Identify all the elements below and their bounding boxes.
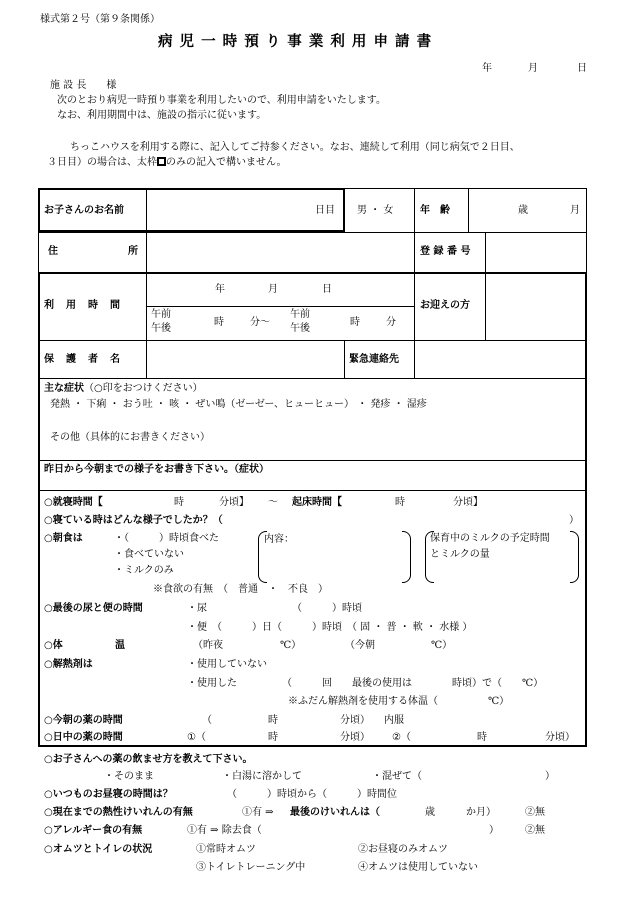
wake-min-unit: 分頃】 xyxy=(453,497,483,508)
start-am[interactable]: 午前 xyxy=(151,309,171,320)
bedtime-hour-unit: 時 xyxy=(174,497,184,508)
date-month-label: 月 xyxy=(528,63,538,74)
diaper-option-4[interactable]: ④オムツは使用していない xyxy=(358,862,478,873)
urine-label: ・尿 xyxy=(187,603,207,614)
medicine-day-hour2: 時 xyxy=(477,732,487,743)
usage-year-unit: 年 xyxy=(215,284,225,295)
start-hour-unit: 時 xyxy=(214,317,224,328)
milk-plan-line-2: とミルクの量 xyxy=(430,549,490,560)
addressee: 施 設 長 様 xyxy=(50,80,117,91)
diaper-option-3[interactable]: ③トイレトレーニング中 xyxy=(196,862,306,873)
febrile-label: ○現在までの熱性けいれんの有無 xyxy=(44,807,193,818)
allergy-no[interactable]: ②無 xyxy=(525,825,545,836)
pickup-label: お迎えの方 xyxy=(420,300,470,311)
diaper-option-1[interactable]: ①常時オムツ xyxy=(196,844,256,855)
end-pm[interactable]: 午後 xyxy=(290,323,310,334)
wake-hour-unit: 時 xyxy=(395,497,405,508)
condition-heading: 昨日から今朝までの様子をお書き下さい。（症状） xyxy=(44,464,269,475)
antipyretic-not-used[interactable]: ・使用していない xyxy=(187,659,267,670)
medicine-morning-label: ○今朝の薬の時間 xyxy=(44,715,123,726)
medicine-morning-open: （ xyxy=(202,715,212,726)
diaper-option-2[interactable]: ②お昼寝のみオムツ xyxy=(358,844,448,855)
temperature-label-1: ○体 xyxy=(44,640,63,651)
end-hour-unit: 時 xyxy=(350,317,360,328)
allergy-label: ○アレルギー食の有無 xyxy=(44,825,143,836)
age-label: 年 齢 xyxy=(420,205,450,216)
day-marker: 日目 xyxy=(315,205,335,216)
bedtime-label: ○就寝時間【 xyxy=(44,497,103,508)
age-years-unit: 歳 xyxy=(518,205,528,216)
child-name-label: お子さんのお名前 xyxy=(44,205,124,216)
temperature-this-morning: （今朝 xyxy=(345,640,375,651)
medicine-morning-hour: 時 xyxy=(268,715,278,726)
breakfast-contents-label: 内容： xyxy=(264,534,294,545)
start-min-unit: 分〜 xyxy=(250,317,270,328)
allergy-close: ） xyxy=(489,825,499,836)
medicine-day-min2: 分頃） xyxy=(545,732,575,743)
temperature-last-night: （昨夜 xyxy=(193,640,223,651)
medicine-day-min1: 分頃） xyxy=(340,732,370,743)
start-pm[interactable]: 午後 xyxy=(151,323,171,334)
febrile-months: か月） xyxy=(466,807,496,818)
note-line-2a: ３日目）の場合は、太枠 xyxy=(47,157,157,168)
urine-time: （ ）時頃 xyxy=(292,603,362,614)
date-year-label: 年 xyxy=(482,63,492,74)
intro-line-1: 次のとおり病児一時預り事業を利用したいので、利用申請をいたします。 xyxy=(57,95,386,106)
febrile-yes[interactable]: ①有 ⇒ xyxy=(242,807,274,818)
how-to-give-as-is[interactable]: ・そのまま xyxy=(104,771,154,782)
thick-frame-main xyxy=(38,272,587,747)
end-am[interactable]: 午前 xyxy=(290,309,310,320)
breakfast-option-milk-only[interactable]: ・ミルクのみ xyxy=(114,565,174,576)
symptoms-other: その他（具体的にお書きください） xyxy=(50,432,210,443)
wake-label: 起床時間【 xyxy=(292,497,342,508)
medicine-day-n1: ①（ xyxy=(187,732,206,743)
appetite-line[interactable]: ※食欲の有無 （ 普通 ・ 不良 ） xyxy=(153,584,328,595)
medicine-day-n2: ②（ xyxy=(392,732,411,743)
milk-plan-line-1: 保育中のミルクの予定時間 xyxy=(430,533,550,544)
febrile-no[interactable]: ②無 xyxy=(525,807,545,818)
guardian-label: 保 護 者 名 xyxy=(44,354,121,365)
symptoms-title: 主な症状 xyxy=(44,383,84,394)
nap-time: （ ）時頃から（ ）時間位 xyxy=(227,789,397,800)
sleep-tilde: 〜 xyxy=(268,497,278,508)
note-line-1: ちっこハウスを利用する際に、記入してご持参ください。なお、連続して利用（同じ病気で２日目、 xyxy=(70,142,520,153)
intro-line-2: なお、利用期間中は、施設の指示に従います。 xyxy=(57,110,267,121)
symptoms-list[interactable]: 発熱 ・ 下痢 ・ おう吐 ・ 咳 ・ ぜい鳴（ゼーゼー、ヒューヒュー） ・ 発疹 ・ 湿疹 xyxy=(50,399,427,410)
form-number: 様式第２号（第９条関係） xyxy=(40,14,160,25)
stool-line[interactable]: ・便 （ ）日（ ）時頃 （ 固 ・ 普 ・ 軟 ・ 水様 ） xyxy=(187,622,473,633)
note-line-2 xyxy=(47,157,287,169)
registration-label: 登 録 番 号 xyxy=(420,246,471,257)
breakfast-option-not-eaten[interactable]: ・食べていない xyxy=(114,549,184,560)
age-months-unit: 月 xyxy=(570,205,580,216)
address-label-1: 住 xyxy=(48,246,58,257)
sleeping-state-label: ○寝ている時はどんな様子でしたか？（ xyxy=(44,515,223,526)
diaper-label: ○オムツとトイレの状況 xyxy=(44,844,153,855)
note-line-2b: のみの記入で構いません。 xyxy=(166,157,287,168)
how-to-give-dissolve[interactable]: ・白湯に溶かして xyxy=(222,771,302,782)
febrile-age: 歳 xyxy=(425,807,435,818)
address-label-2: 所 xyxy=(128,246,138,257)
gender-options[interactable]: 男 ・ 女 xyxy=(357,205,394,216)
symptoms-heading xyxy=(44,383,203,395)
excretion-label: ○最後の尿と便の時間 xyxy=(44,603,143,614)
sleeping-state-close: ） xyxy=(569,515,579,526)
temperature-last-night-unit: ℃） xyxy=(280,640,302,651)
antipyretic-count-line: （ 回 最後の使用は 時頃）で（ ℃） xyxy=(282,678,544,689)
how-to-give-label: ○お子さんへの薬の飲ませ方を教えて下さい。 xyxy=(44,754,253,765)
temperature-label-2: 温 xyxy=(115,640,125,651)
contents-bracket-right xyxy=(402,531,411,583)
medicine-morning-type: 内服 xyxy=(384,715,404,726)
how-to-give-close: ） xyxy=(545,771,555,782)
milk-bracket-right xyxy=(570,531,579,583)
usage-day-unit: 日 xyxy=(322,284,332,295)
usage-time-label: 利 用 時 間 xyxy=(44,300,121,311)
date-day-label: 日 xyxy=(577,63,587,74)
medicine-morning-min: 分頃） xyxy=(340,715,370,726)
breakfast-label: ○朝食は xyxy=(44,533,83,544)
febrile-last: 最後のけいれんは（ xyxy=(290,807,380,818)
thick-frame-square-icon xyxy=(157,157,166,166)
nap-label: ○いつものお昼寝の時間は？ xyxy=(44,789,173,800)
temperature-this-morning-unit: ℃） xyxy=(431,640,453,651)
antipyretic-note: ※ふだん解熱剤を使用する体温（ ℃） xyxy=(288,696,510,707)
how-to-give-mix[interactable]: ・混ぜて（ xyxy=(372,771,422,782)
breakfast-option-ate[interactable]: ・（ ）時頃食べた xyxy=(114,533,219,544)
emergency-label: 緊急連絡先 xyxy=(349,354,399,365)
usage-month-unit: 月 xyxy=(268,284,278,295)
bedtime-min-unit: 分頃】 xyxy=(219,497,249,508)
symptoms-title-note: （○印をおつけください） xyxy=(84,383,203,394)
page-title: 病 児 一 時 預 り 事 業 利 用 申 請 書 xyxy=(158,33,433,50)
end-min-unit: 分 xyxy=(386,317,396,328)
antipyretic-label: ○解熱剤は xyxy=(44,659,93,670)
antipyretic-used[interactable]: ・使用した xyxy=(187,678,237,689)
medicine-day-hour1: 時 xyxy=(268,732,278,743)
medicine-day-label: ○日中の薬の時間 xyxy=(44,732,123,743)
allergy-yes[interactable]: ①有 ⇒ 除去食（ xyxy=(187,825,262,836)
